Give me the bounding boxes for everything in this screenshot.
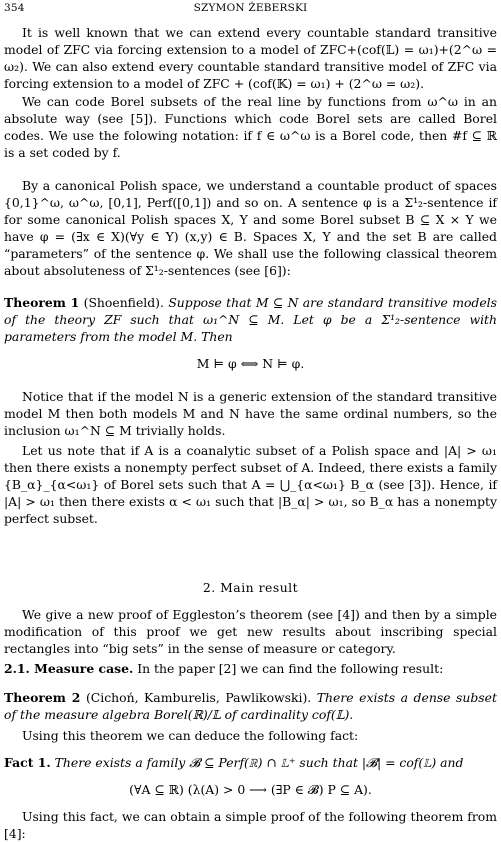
- theorem-1-statement: Suppose that M ⊆ N are standard transitive models of the theory ZF such that ω₁^N ⊆ M. Let φ be a Σ¹₂-sentence with parameters from the model M. Then: [4, 295, 497, 344]
- theorem-2-statement: There exists a dense subset of the measure algebra Borel(ℝ)/𝕃 of cardinality cof(𝕃).: [4, 690, 497, 722]
- section-title: 2. Main result: [202, 580, 299, 595]
- theorem-2-attribution: (Cichoń, Kamburelis, Pawlikowski).: [85, 690, 312, 705]
- theorem-2: [4, 689, 497, 723]
- theorem-1: [4, 294, 497, 345]
- fact-1: [4, 754, 497, 771]
- paragraph-borel-codes: We can code Borel subsets of the real line by functions from ω^ω in an absolute way (see [5]). Functions which code Borel sets are called Borel codes. We use the folowing notation: if f ∈ ω^ω is a Borel code, then #f ⊆ ℝ is a set coded by f.: [4, 94, 497, 160]
- theorem-2-label: Theorem 2: [4, 690, 81, 705]
- fact-1-formula: (∀A ⊆ ℝ) (λ(A) > 0 ⟶ (∃P ∈ 𝓑) P ⊆ A).: [129, 782, 372, 797]
- paragraph-generic-extension: Notice that if the model N is a generic extension of the standard transitive model M then both models M and N have the same ordinal numbers, so the inclusion ω₁^N ⊆ M trivially holds.: [4, 389, 497, 438]
- theorem-1-attribution: (Shoenfield).: [83, 295, 164, 310]
- paragraph-eggleston: We give a new proof of Eggleston’s theorem (see [4]) and then by a simple modification of this proof we get new results about inscribing special rectangles into “big sets” in the sense of measure or category.: [4, 607, 497, 656]
- subsection-label: 2.1. Measure case.: [4, 661, 134, 676]
- theorem-1-formula: M ⊨ φ ⟺ N ⊨ φ.: [196, 356, 305, 371]
- fact-1-statement: There exists a family 𝓑 ⊆ Perf(ℝ) ∩ 𝕃⁺ such that |𝓑| = cof(𝕃) and: [54, 755, 464, 770]
- paragraph-coanalytic: Let us note that if A is a coanalytic subset of a Polish space and |A| > ω₁ then there exists a nonempty perfect subset of A. Indeed, there exists a family {B_α}_{α<ω₁} of Borel sets such that A = ⋃_{α<ω₁} B_α (see [3]). Hence, if |A| > ω₁ then there exists α < ω₁ such that |B_α| > ω₁, so B_α has a nonempty perfect subset.: [4, 443, 497, 526]
- theorem-1-label: Theorem 1: [4, 295, 80, 310]
- paragraph-polish-space: By a canonical Polish space, we understand a countable product of spaces {0,1}^ω, ω^ω, [0,1], Perf([0,1]) and so on. A sentence φ is a Σ¹₂-sentence if for some canonical Polish spaces X, Y and some Borel subset B ⊆ X × Y we have φ = (∃x ∈ X)(∀y ∈ Y) (x,y) ∈ B. Spaces X, Y and the set B are called “parameters” of the sentence φ. We shall use the following classical theorem about absoluteness of Σ¹₂-sentences (see [6]):: [4, 178, 497, 278]
- page-number: 354: [4, 2, 25, 14]
- subsection-text: In the paper [2] we can find the following result:: [137, 661, 444, 676]
- running-author: SZYMON ŻEBERSKI: [193, 2, 308, 14]
- fact-1-label: Fact 1.: [4, 755, 51, 770]
- paragraph-intro: It is well known that we can extend every countable standard transitive model of ZFC via forcing extension to a model of ZFC+(cof(𝕃) = ω₁)+(2^ω = ω₂). We can also extend every countable standard transitive model of ZFC via forcing extension to a model of ZFC + (cof(𝕂) = ω₁) + (2^ω = ω₂).: [4, 25, 497, 91]
- paragraph-using-theorem: Using this theorem we can deduce the following fact:: [22, 728, 359, 743]
- paragraph-using-fact: Using this fact, we can obtain a simple proof of the following theorem from [4]:: [4, 809, 497, 841]
- subsection-measure: [4, 660, 497, 677]
- running-header: [4, 2, 497, 16]
